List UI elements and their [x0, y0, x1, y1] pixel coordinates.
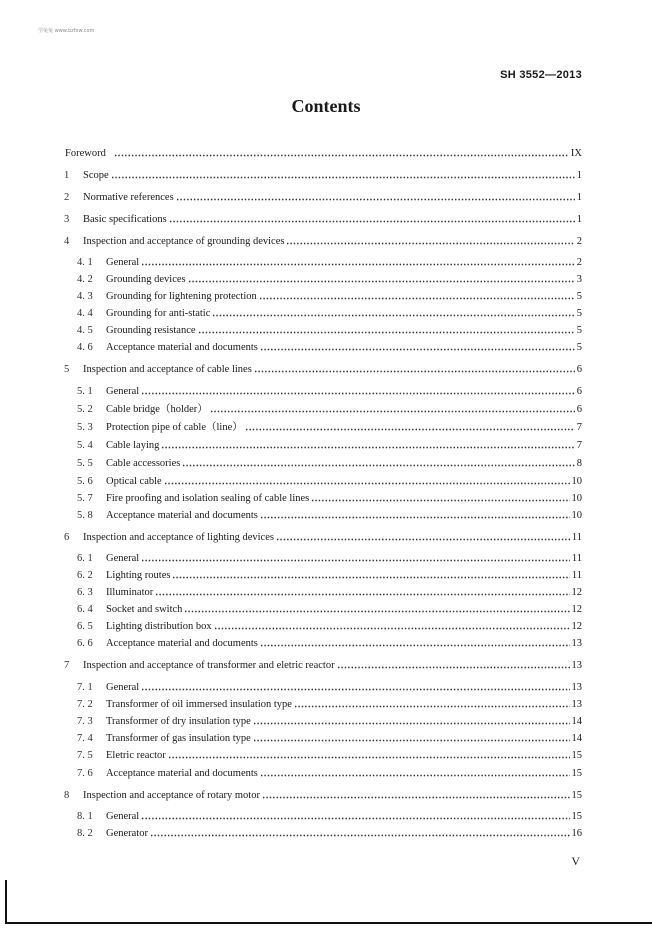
toc-subentry[interactable] [77, 602, 582, 616]
toc-page: 2 [576, 257, 582, 268]
toc-label: General [106, 682, 140, 693]
toc-page: 5 [576, 325, 582, 336]
toc-label: Grounding resistance [106, 325, 196, 336]
toc-number: 5. 8 [77, 510, 93, 521]
dot-leader [254, 370, 575, 373]
toc-entry[interactable] [64, 234, 582, 248]
toc-number: 7. 4 [77, 733, 93, 744]
toc-number: 6. 6 [77, 638, 93, 649]
toc-page: 10 [571, 476, 582, 487]
toc-page: 15 [571, 750, 582, 761]
toc-label: General [106, 553, 140, 564]
toc-number: 3 [64, 214, 70, 225]
toc-number: 7 [64, 660, 70, 671]
toc-subentry[interactable] [77, 680, 582, 694]
toc-number: 5. 6 [77, 476, 93, 487]
toc-page: 3 [576, 274, 582, 285]
dot-leader [150, 834, 570, 837]
toc-page: 6 [576, 364, 582, 375]
dot-leader [141, 559, 570, 562]
toc-page: 1 [576, 214, 582, 225]
dot-leader [141, 817, 569, 820]
toc-label: Acceptance material and documents [106, 638, 258, 649]
toc-page: 5 [576, 342, 582, 353]
dot-leader [169, 220, 575, 223]
toc-subentry[interactable] [77, 766, 582, 780]
toc-page: IX [570, 148, 582, 159]
dot-leader [276, 538, 570, 541]
standard-code: SH 3552—2013 [500, 69, 582, 81]
toc-subentry[interactable] [77, 508, 582, 522]
toc-label: General [106, 257, 140, 268]
toc-label: Normative references [83, 192, 174, 203]
toc-page: 1 [576, 170, 582, 181]
toc-number: 5. 4 [77, 440, 93, 451]
dot-leader [161, 446, 574, 449]
toc-number: 6. 5 [77, 621, 93, 632]
dot-leader [294, 705, 570, 708]
toc-subentry[interactable] [77, 474, 582, 488]
toc-label: Acceptance material and documents [106, 342, 258, 353]
toc-page: 11 [571, 532, 582, 543]
dot-leader [198, 331, 575, 334]
dot-leader [182, 464, 574, 467]
toc-number: 6. 2 [77, 570, 93, 581]
toc-number: 5. 3 [77, 422, 93, 433]
toc-number: 4. 6 [77, 342, 93, 353]
toc-subentry[interactable] [77, 384, 582, 398]
toc-label: Inspection and acceptance of rotary motor [83, 790, 260, 801]
dot-leader [259, 297, 575, 300]
toc-number: 5. 7 [77, 493, 93, 504]
toc-number: 4. 2 [77, 274, 93, 285]
toc-label: Scope [83, 170, 109, 181]
toc-page: 12 [571, 604, 582, 615]
toc-label: Protection pipe of cable（line） [106, 422, 243, 433]
toc-number: 7. 2 [77, 699, 93, 710]
toc-entry[interactable] [64, 168, 582, 182]
scan-edge-vertical [5, 880, 7, 924]
toc-page: 15 [571, 768, 582, 779]
toc-number: 8. 2 [77, 828, 93, 839]
toc-page: 13 [571, 660, 582, 671]
dot-leader [176, 198, 575, 201]
toc-label: Transformer of oil immersed insulation type [106, 699, 292, 710]
toc-subentry[interactable] [77, 340, 582, 354]
toc-label: Optical cable [106, 476, 162, 487]
dot-leader [260, 774, 570, 777]
toc-subentry[interactable] [77, 697, 582, 711]
toc-number: 2 [64, 192, 70, 203]
toc-label: General [106, 386, 140, 397]
dot-leader [253, 722, 570, 725]
toc-page: 5 [576, 291, 582, 302]
dot-leader [214, 627, 570, 630]
toc-subentry[interactable] [77, 619, 582, 633]
dot-leader [253, 739, 570, 742]
toc-page: 6 [576, 404, 582, 415]
toc-entry-foreword[interactable] [64, 146, 582, 160]
dot-leader [172, 576, 569, 579]
toc-subentry[interactable] [77, 306, 582, 320]
scan-edge-horizontal [5, 922, 652, 924]
toc-label: Cable laying [106, 440, 160, 451]
toc-label: Inspection and acceptance of grounding devices [83, 236, 285, 247]
toc-page: 12 [571, 621, 582, 632]
toc-number: 6 [64, 532, 70, 543]
toc-subentry[interactable] [77, 289, 582, 303]
dot-leader [184, 610, 569, 613]
toc-page: 7 [576, 422, 582, 433]
toc-subentry[interactable] [77, 585, 582, 599]
toc-label: Grounding for anti-static [106, 308, 211, 319]
toc-number: 1 [64, 170, 70, 181]
toc-subentry[interactable] [77, 402, 582, 416]
toc-page: 16 [571, 828, 582, 839]
toc-subentry[interactable] [77, 420, 582, 434]
toc-number: 8 [64, 790, 70, 801]
toc-subentry[interactable] [77, 456, 582, 470]
dot-leader [212, 314, 574, 317]
toc-page: 8 [576, 458, 582, 469]
toc-page: 1 [576, 192, 582, 203]
toc-label: Fire proofing and isolation sealing of cable lines [106, 493, 310, 504]
toc-number: 6. 4 [77, 604, 93, 615]
toc-page: 12 [571, 587, 582, 598]
toc-label: General [106, 811, 140, 822]
toc-number: 5. 5 [77, 458, 93, 469]
dot-leader [164, 482, 570, 485]
toc-subentry[interactable] [77, 551, 582, 565]
toc-subentry[interactable] [77, 272, 582, 286]
dot-leader [286, 242, 574, 245]
toc-page: 11 [571, 570, 582, 581]
toc-number: 5 [64, 364, 70, 375]
toc-subentry[interactable] [77, 255, 582, 269]
toc-number: 8. 1 [77, 811, 93, 822]
toc-number: 7. 6 [77, 768, 93, 779]
toc-page: 13 [571, 682, 582, 693]
toc-number: 7. 5 [77, 750, 93, 761]
toc-label: Inspection and acceptance of cable lines [83, 364, 252, 375]
toc-page: 2 [576, 236, 582, 247]
toc-page: 7 [576, 440, 582, 451]
dot-leader [260, 644, 570, 647]
toc-page: 10 [571, 493, 582, 504]
toc-entry[interactable] [64, 190, 582, 204]
toc-subentry[interactable] [77, 568, 582, 582]
dot-leader [260, 516, 570, 519]
page-title: Contents [291, 96, 361, 116]
toc-subentry[interactable] [77, 748, 582, 762]
toc-entry[interactable] [64, 788, 582, 802]
toc-label: Inspection and acceptance of transformer and eletric reactor [83, 660, 335, 671]
toc-number: 4. 4 [77, 308, 93, 319]
toc-label: Transformer of gas insulation type [106, 733, 251, 744]
toc-entry[interactable] [64, 530, 582, 544]
toc-label: Illuminator [106, 587, 154, 598]
toc-page: 5 [576, 308, 582, 319]
dot-leader [111, 176, 575, 179]
toc-page: 15 [571, 790, 582, 801]
toc-number: 4. 1 [77, 257, 93, 268]
dot-leader [311, 499, 569, 502]
toc-entry[interactable] [64, 658, 582, 672]
toc-label: Generator [106, 828, 148, 839]
toc-page: 11 [571, 553, 582, 564]
toc-number: 5. 1 [77, 386, 93, 397]
toc-label: Foreword [65, 148, 106, 159]
dot-leader [260, 348, 575, 351]
dot-leader [141, 263, 575, 266]
toc-number: 4. 5 [77, 325, 93, 336]
toc-entry[interactable] [64, 212, 582, 226]
dot-leader [114, 154, 569, 157]
toc-subentry[interactable] [77, 826, 582, 840]
toc-subentry[interactable] [77, 438, 582, 452]
dot-leader [210, 410, 575, 413]
dot-leader [245, 428, 575, 431]
toc-label: Grounding devices [106, 274, 186, 285]
toc-subentry[interactable] [77, 323, 582, 337]
toc-label: Grounding for lightening protection [106, 291, 257, 302]
toc-page: 10 [571, 510, 582, 521]
toc-page: 6 [576, 386, 582, 397]
dot-leader [155, 593, 569, 596]
toc-label: Inspection and acceptance of lighting devices [83, 532, 274, 543]
toc-label: Acceptance material and documents [106, 510, 258, 521]
toc-subentry[interactable] [77, 731, 582, 745]
toc-label: Lighting routes [106, 570, 171, 581]
page-number: V [571, 854, 580, 868]
toc-label: Socket and switch [106, 604, 183, 615]
toc-entry[interactable] [64, 362, 582, 376]
toc-number: 4 [64, 236, 70, 247]
toc-label: Eletric reactor [106, 750, 166, 761]
dot-leader [141, 392, 575, 395]
toc-label: Cable accessories [106, 458, 181, 469]
toc-subentry[interactable] [77, 714, 582, 728]
dot-leader [168, 756, 570, 759]
toc-number: 7. 1 [77, 682, 93, 693]
toc-page: 15 [571, 811, 582, 822]
toc-page: 14 [571, 733, 582, 744]
watermark-text: 学兔兔 www.bzfxw.com [38, 28, 95, 34]
dot-leader [262, 796, 570, 799]
toc-number: 4. 3 [77, 291, 93, 302]
toc-page: 13 [571, 638, 582, 649]
toc-number: 6. 3 [77, 587, 93, 598]
toc-number: 5. 2 [77, 404, 93, 415]
dot-leader [188, 280, 575, 283]
toc-number: 6. 1 [77, 553, 93, 564]
dot-leader [141, 688, 569, 691]
toc-label: Basic specifications [83, 214, 167, 225]
toc-subentry[interactable] [77, 809, 582, 823]
toc-label: Cable bridge（holder） [106, 404, 208, 415]
toc-subentry[interactable] [77, 491, 582, 505]
toc-label: Transformer of dry insulation type [106, 716, 251, 727]
toc-page: 13 [571, 699, 582, 710]
toc-label: Lighting distribution box [106, 621, 212, 632]
toc-number: 7. 3 [77, 716, 93, 727]
toc-label: Acceptance material and documents [106, 768, 258, 779]
dot-leader [337, 666, 570, 669]
toc-page: 14 [571, 716, 582, 727]
toc-subentry[interactable] [77, 636, 582, 650]
